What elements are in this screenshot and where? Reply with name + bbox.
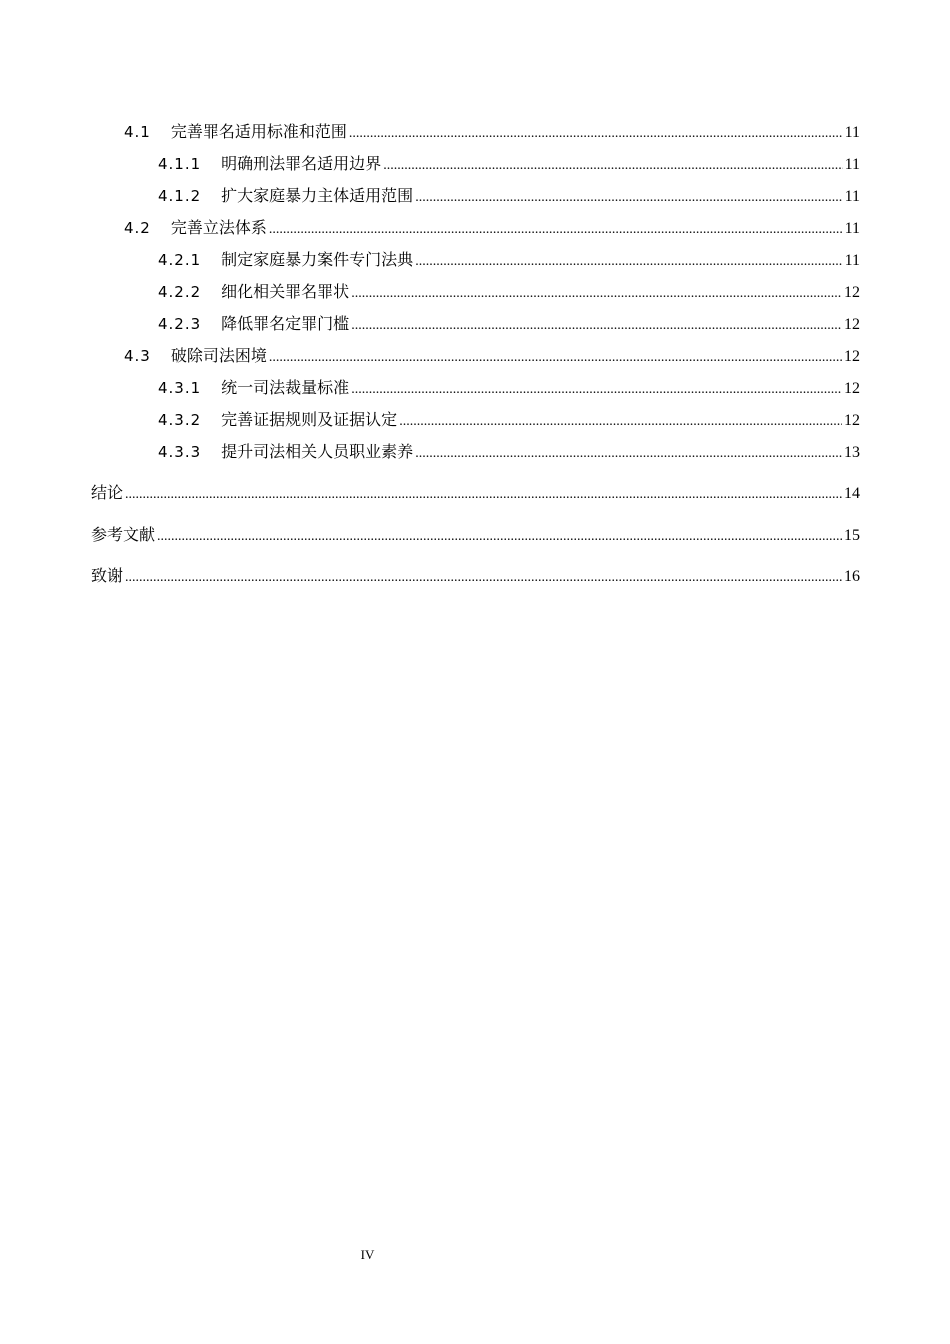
toc-leader	[351, 318, 842, 334]
toc-number: 4.2	[124, 219, 151, 237]
toc-entry-4-3-2[interactable]	[158, 407, 860, 429]
toc-page: 15	[844, 527, 860, 544]
toc-page: 13	[844, 444, 860, 461]
toc-page: 12	[844, 380, 860, 397]
toc-leader	[415, 254, 842, 270]
toc-leader	[383, 158, 842, 174]
toc-page: 11	[844, 188, 860, 205]
toc-entry-4-1[interactable]	[124, 119, 860, 141]
toc-leader	[157, 529, 842, 545]
page-number-footer: IV	[360, 1247, 375, 1262]
toc-number: 4.1	[124, 123, 151, 141]
toc-leader	[269, 222, 843, 238]
toc-entry-4-2-3[interactable]	[158, 311, 860, 333]
toc-leader	[415, 190, 842, 206]
toc-page: 12	[844, 284, 860, 301]
toc-number: 4.3.3	[158, 443, 202, 461]
toc-page: 11	[844, 220, 860, 237]
toc-title: 参考文献	[91, 525, 156, 544]
toc-number: 4.3.2	[158, 411, 202, 429]
toc-page: 12	[844, 412, 860, 429]
toc-page: 16	[844, 568, 860, 585]
toc-title: 破除司法困境	[170, 346, 267, 365]
toc-title: 扩大家庭暴力主体适用范围	[221, 186, 414, 205]
toc-entry-4-1-1[interactable]	[158, 151, 860, 173]
toc-leader	[125, 487, 842, 503]
toc-number: 4.2.2	[158, 283, 202, 301]
toc-entry-4-2[interactable]	[124, 215, 860, 237]
toc-entry-4-1-2[interactable]	[158, 183, 860, 205]
toc-title: 致谢	[91, 566, 124, 585]
toc-leader	[269, 350, 842, 366]
toc-entry-4-2-2[interactable]	[158, 279, 860, 301]
toc-number: 4.2.3	[158, 315, 202, 333]
toc-page: 11	[844, 124, 860, 141]
toc-title: 提升司法相关人员职业素养	[221, 442, 414, 461]
toc-entry-4-3[interactable]	[124, 343, 860, 365]
toc-entry-4-3-1[interactable]	[158, 375, 860, 397]
toc-entry-acknowledgements[interactable]	[91, 563, 860, 585]
toc-title: 明确刑法罪名适用边界	[221, 154, 382, 173]
toc-title: 完善证据规则及证据认定	[221, 410, 398, 429]
toc-number: 4.1.1	[158, 155, 202, 173]
toc-number: 4.3.1	[158, 379, 202, 397]
toc-number: 4.2.1	[158, 251, 202, 269]
toc-title: 统一司法裁量标准	[221, 378, 350, 397]
toc-page: 11	[844, 156, 860, 173]
toc-entry-4-2-1[interactable]	[158, 247, 860, 269]
toc-title: 细化相关罪名罪状	[221, 282, 350, 301]
toc-leader	[125, 570, 842, 586]
toc-entry-4-3-3[interactable]	[158, 439, 860, 461]
toc-page: 12	[844, 348, 860, 365]
toc-title: 结论	[91, 483, 124, 502]
toc-title: 完善罪名适用标准和范围	[170, 122, 347, 141]
toc-title: 制定家庭暴力案件专门法典	[221, 250, 414, 269]
toc-page: 14	[844, 485, 860, 502]
toc-leader	[351, 382, 842, 398]
toc-leader	[399, 414, 842, 430]
toc-entry-conclusion[interactable]	[91, 480, 860, 502]
toc-entry-references[interactable]	[91, 522, 860, 544]
toc-number: 4.3	[124, 347, 151, 365]
toc-page: 11	[844, 252, 860, 269]
toc-number: 4.1.2	[158, 187, 202, 205]
toc-page: 12	[844, 316, 860, 333]
toc-leader	[415, 446, 842, 462]
toc-leader	[349, 126, 843, 142]
toc-leader	[351, 286, 842, 302]
toc-title: 降低罪名定罪门槛	[221, 314, 350, 333]
toc-title: 完善立法体系	[170, 218, 267, 237]
